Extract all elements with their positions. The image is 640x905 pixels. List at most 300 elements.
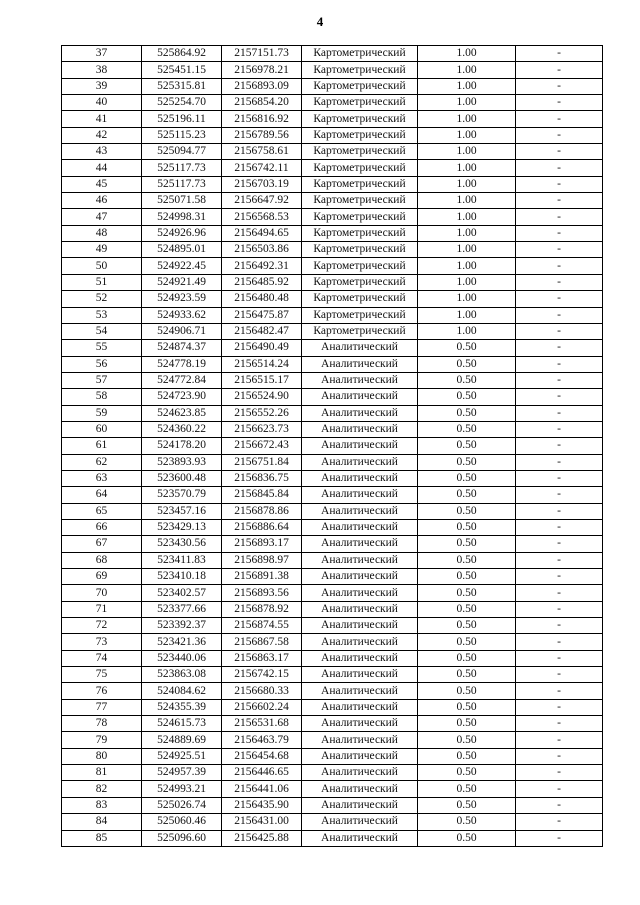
table-row	[62, 650, 603, 666]
accuracy-cell: 1.00	[418, 291, 516, 307]
note-cell: -	[516, 95, 603, 111]
accuracy-cell: 0.50	[418, 748, 516, 764]
point-number-cell: 80	[62, 748, 142, 764]
table-row	[62, 765, 603, 781]
accuracy-cell: 0.50	[418, 814, 516, 830]
point-number-cell: 52	[62, 291, 142, 307]
method-cell: Картометрический	[302, 95, 418, 111]
y-coordinate-cell: 2156891.38	[222, 569, 302, 585]
point-number-cell: 70	[62, 585, 142, 601]
note-cell: -	[516, 618, 603, 634]
table-row	[62, 454, 603, 470]
method-cell: Аналитический	[302, 470, 418, 486]
accuracy-cell: 1.00	[418, 323, 516, 339]
accuracy-cell: 1.00	[418, 46, 516, 62]
note-cell: -	[516, 487, 603, 503]
accuracy-cell: 0.50	[418, 699, 516, 715]
table-row	[62, 274, 603, 290]
x-coordinate-cell: 525094.77	[142, 144, 222, 160]
y-coordinate-cell: 2156854.20	[222, 95, 302, 111]
table-row	[62, 323, 603, 339]
note-cell: -	[516, 716, 603, 732]
y-coordinate-cell: 2156492.31	[222, 258, 302, 274]
x-coordinate-cell: 524895.01	[142, 242, 222, 258]
method-cell: Картометрический	[302, 323, 418, 339]
note-cell: -	[516, 323, 603, 339]
table-row	[62, 405, 603, 421]
x-coordinate-cell: 524925.51	[142, 748, 222, 764]
note-cell: -	[516, 536, 603, 552]
method-cell: Аналитический	[302, 372, 418, 388]
y-coordinate-cell: 2156878.86	[222, 503, 302, 519]
accuracy-cell: 0.50	[418, 781, 516, 797]
table-row	[62, 569, 603, 585]
accuracy-cell: 0.50	[418, 667, 516, 683]
table-row	[62, 242, 603, 258]
point-number-cell: 82	[62, 781, 142, 797]
table-row	[62, 748, 603, 764]
x-coordinate-cell: 524355.39	[142, 699, 222, 715]
accuracy-cell: 0.50	[418, 487, 516, 503]
note-cell: -	[516, 667, 603, 683]
method-cell: Картометрический	[302, 274, 418, 290]
accuracy-cell: 1.00	[418, 176, 516, 192]
note-cell: -	[516, 209, 603, 225]
x-coordinate-cell: 523863.08	[142, 667, 222, 683]
accuracy-cell: 0.50	[418, 683, 516, 699]
y-coordinate-cell: 2156867.58	[222, 634, 302, 650]
accuracy-cell: 0.50	[418, 372, 516, 388]
x-coordinate-cell: 523402.57	[142, 585, 222, 601]
point-number-cell: 78	[62, 716, 142, 732]
x-coordinate-cell: 523570.79	[142, 487, 222, 503]
y-coordinate-cell: 2156816.92	[222, 111, 302, 127]
point-number-cell: 75	[62, 667, 142, 683]
accuracy-cell: 0.50	[418, 716, 516, 732]
point-number-cell: 66	[62, 519, 142, 535]
coordinates-table	[61, 45, 603, 847]
point-number-cell: 40	[62, 95, 142, 111]
table-row	[62, 127, 603, 143]
point-number-cell: 60	[62, 421, 142, 437]
point-number-cell: 51	[62, 274, 142, 290]
accuracy-cell: 0.50	[418, 503, 516, 519]
note-cell: -	[516, 78, 603, 94]
method-cell: Картометрический	[302, 176, 418, 192]
point-number-cell: 53	[62, 307, 142, 323]
y-coordinate-cell: 2156480.48	[222, 291, 302, 307]
page-number: 4	[316, 14, 324, 29]
x-coordinate-cell: 524178.20	[142, 438, 222, 454]
x-coordinate-cell: 523440.06	[142, 650, 222, 666]
accuracy-cell: 0.50	[418, 650, 516, 666]
point-number-cell: 79	[62, 732, 142, 748]
method-cell: Картометрический	[302, 291, 418, 307]
method-cell: Картометрический	[302, 127, 418, 143]
y-coordinate-cell: 2156475.87	[222, 307, 302, 323]
note-cell: -	[516, 830, 603, 846]
table-row	[62, 389, 603, 405]
method-cell: Аналитический	[302, 552, 418, 568]
table-row	[62, 519, 603, 535]
accuracy-cell: 0.50	[418, 601, 516, 617]
point-number-cell: 74	[62, 650, 142, 666]
accuracy-cell: 0.50	[418, 519, 516, 535]
accuracy-cell: 1.00	[418, 193, 516, 209]
method-cell: Картометрический	[302, 242, 418, 258]
note-cell: -	[516, 569, 603, 585]
accuracy-cell: 1.00	[418, 62, 516, 78]
table-row	[62, 634, 603, 650]
x-coordinate-cell: 523411.83	[142, 552, 222, 568]
y-coordinate-cell: 2156886.64	[222, 519, 302, 535]
x-coordinate-cell: 524957.39	[142, 765, 222, 781]
accuracy-cell: 1.00	[418, 274, 516, 290]
point-number-cell: 65	[62, 503, 142, 519]
method-cell: Картометрический	[302, 111, 418, 127]
table-row	[62, 193, 603, 209]
note-cell: -	[516, 601, 603, 617]
note-cell: -	[516, 634, 603, 650]
note-cell: -	[516, 814, 603, 830]
point-number-cell: 43	[62, 144, 142, 160]
point-number-cell: 58	[62, 389, 142, 405]
note-cell: -	[516, 356, 603, 372]
coordinates-table-body	[62, 46, 603, 847]
accuracy-cell: 0.50	[418, 356, 516, 372]
y-coordinate-cell: 2156672.43	[222, 438, 302, 454]
accuracy-cell: 0.50	[418, 732, 516, 748]
method-cell: Картометрический	[302, 225, 418, 241]
table-row	[62, 683, 603, 699]
note-cell: -	[516, 683, 603, 699]
x-coordinate-cell: 525115.23	[142, 127, 222, 143]
table-row	[62, 144, 603, 160]
note-cell: -	[516, 552, 603, 568]
accuracy-cell: 0.50	[418, 552, 516, 568]
note-cell: -	[516, 258, 603, 274]
note-cell: -	[516, 111, 603, 127]
y-coordinate-cell: 2156431.00	[222, 814, 302, 830]
point-number-cell: 61	[62, 438, 142, 454]
y-coordinate-cell: 2156568.53	[222, 209, 302, 225]
accuracy-cell: 0.50	[418, 389, 516, 405]
point-number-cell: 64	[62, 487, 142, 503]
x-coordinate-cell: 524084.62	[142, 683, 222, 699]
note-cell: -	[516, 405, 603, 421]
table-row	[62, 258, 603, 274]
method-cell: Картометрический	[302, 62, 418, 78]
point-number-cell: 81	[62, 765, 142, 781]
point-number-cell: 85	[62, 830, 142, 846]
method-cell: Аналитический	[302, 748, 418, 764]
point-number-cell: 72	[62, 618, 142, 634]
point-number-cell: 57	[62, 372, 142, 388]
x-coordinate-cell: 524874.37	[142, 340, 222, 356]
y-coordinate-cell: 2156531.68	[222, 716, 302, 732]
note-cell: -	[516, 765, 603, 781]
note-cell: -	[516, 732, 603, 748]
method-cell: Картометрический	[302, 307, 418, 323]
method-cell: Аналитический	[302, 340, 418, 356]
x-coordinate-cell: 524723.90	[142, 389, 222, 405]
y-coordinate-cell: 2156454.68	[222, 748, 302, 764]
x-coordinate-cell: 524889.69	[142, 732, 222, 748]
note-cell: -	[516, 781, 603, 797]
table-row	[62, 487, 603, 503]
note-cell: -	[516, 519, 603, 535]
method-cell: Картометрический	[302, 78, 418, 94]
y-coordinate-cell: 2156898.97	[222, 552, 302, 568]
accuracy-cell: 1.00	[418, 127, 516, 143]
x-coordinate-cell: 524998.31	[142, 209, 222, 225]
table-row	[62, 830, 603, 846]
table-row	[62, 470, 603, 486]
table-row	[62, 552, 603, 568]
y-coordinate-cell: 2156482.47	[222, 323, 302, 339]
accuracy-cell: 0.50	[418, 470, 516, 486]
note-cell: -	[516, 274, 603, 290]
point-number-cell: 39	[62, 78, 142, 94]
x-coordinate-cell: 523377.66	[142, 601, 222, 617]
accuracy-cell: 0.50	[418, 765, 516, 781]
method-cell: Картометрический	[302, 193, 418, 209]
x-coordinate-cell: 524933.62	[142, 307, 222, 323]
note-cell: -	[516, 144, 603, 160]
method-cell: Аналитический	[302, 438, 418, 454]
note-cell: -	[516, 46, 603, 62]
table-row	[62, 95, 603, 111]
method-cell: Аналитический	[302, 797, 418, 813]
point-number-cell: 69	[62, 569, 142, 585]
table-row	[62, 291, 603, 307]
method-cell: Картометрический	[302, 46, 418, 62]
accuracy-cell: 1.00	[418, 144, 516, 160]
note-cell: -	[516, 193, 603, 209]
method-cell: Аналитический	[302, 519, 418, 535]
x-coordinate-cell: 523392.37	[142, 618, 222, 634]
y-coordinate-cell: 2156978.21	[222, 62, 302, 78]
table-row	[62, 209, 603, 225]
method-cell: Аналитический	[302, 487, 418, 503]
accuracy-cell: 1.00	[418, 307, 516, 323]
point-number-cell: 59	[62, 405, 142, 421]
x-coordinate-cell: 523421.36	[142, 634, 222, 650]
x-coordinate-cell: 525026.74	[142, 797, 222, 813]
note-cell: -	[516, 797, 603, 813]
accuracy-cell: 1.00	[418, 258, 516, 274]
point-number-cell: 49	[62, 242, 142, 258]
point-number-cell: 63	[62, 470, 142, 486]
point-number-cell: 56	[62, 356, 142, 372]
table-row	[62, 716, 603, 732]
y-coordinate-cell: 2156446.65	[222, 765, 302, 781]
note-cell: -	[516, 127, 603, 143]
method-cell: Аналитический	[302, 699, 418, 715]
method-cell: Аналитический	[302, 830, 418, 846]
method-cell: Аналитический	[302, 618, 418, 634]
table-row	[62, 62, 603, 78]
method-cell: Аналитический	[302, 454, 418, 470]
x-coordinate-cell: 525117.73	[142, 176, 222, 192]
point-number-cell: 37	[62, 46, 142, 62]
point-number-cell: 77	[62, 699, 142, 715]
point-number-cell: 73	[62, 634, 142, 650]
note-cell: -	[516, 389, 603, 405]
method-cell: Аналитический	[302, 421, 418, 437]
point-number-cell: 83	[62, 797, 142, 813]
table-row	[62, 503, 603, 519]
point-number-cell: 67	[62, 536, 142, 552]
y-coordinate-cell: 2156845.84	[222, 487, 302, 503]
point-number-cell: 84	[62, 814, 142, 830]
x-coordinate-cell: 523600.48	[142, 470, 222, 486]
y-coordinate-cell: 2156680.33	[222, 683, 302, 699]
y-coordinate-cell: 2156647.92	[222, 193, 302, 209]
x-coordinate-cell: 525117.73	[142, 160, 222, 176]
method-cell: Аналитический	[302, 389, 418, 405]
point-number-cell: 68	[62, 552, 142, 568]
note-cell: -	[516, 160, 603, 176]
table-row	[62, 667, 603, 683]
point-number-cell: 46	[62, 193, 142, 209]
x-coordinate-cell: 523430.56	[142, 536, 222, 552]
method-cell: Аналитический	[302, 634, 418, 650]
y-coordinate-cell: 2156836.75	[222, 470, 302, 486]
method-cell: Картометрический	[302, 258, 418, 274]
table-row	[62, 814, 603, 830]
table-row	[62, 356, 603, 372]
note-cell: -	[516, 470, 603, 486]
note-cell: -	[516, 225, 603, 241]
point-number-cell: 50	[62, 258, 142, 274]
method-cell: Аналитический	[302, 569, 418, 585]
point-number-cell: 42	[62, 127, 142, 143]
x-coordinate-cell: 523457.16	[142, 503, 222, 519]
accuracy-cell: 0.50	[418, 569, 516, 585]
accuracy-cell: 0.50	[418, 421, 516, 437]
y-coordinate-cell: 2156425.88	[222, 830, 302, 846]
y-coordinate-cell: 2156742.15	[222, 667, 302, 683]
note-cell: -	[516, 340, 603, 356]
method-cell: Картометрический	[302, 160, 418, 176]
y-coordinate-cell: 2156515.17	[222, 372, 302, 388]
x-coordinate-cell: 525315.81	[142, 78, 222, 94]
note-cell: -	[516, 62, 603, 78]
note-cell: -	[516, 699, 603, 715]
table-row	[62, 78, 603, 94]
accuracy-cell: 1.00	[418, 160, 516, 176]
method-cell: Аналитический	[302, 650, 418, 666]
note-cell: -	[516, 438, 603, 454]
note-cell: -	[516, 585, 603, 601]
method-cell: Аналитический	[302, 503, 418, 519]
y-coordinate-cell: 2156441.06	[222, 781, 302, 797]
note-cell: -	[516, 650, 603, 666]
x-coordinate-cell: 525096.60	[142, 830, 222, 846]
point-number-cell: 41	[62, 111, 142, 127]
x-coordinate-cell: 523429.13	[142, 519, 222, 535]
x-coordinate-cell: 525864.92	[142, 46, 222, 62]
method-cell: Аналитический	[302, 716, 418, 732]
x-coordinate-cell: 524921.49	[142, 274, 222, 290]
note-cell: -	[516, 291, 603, 307]
accuracy-cell: 1.00	[418, 78, 516, 94]
point-number-cell: 47	[62, 209, 142, 225]
method-cell: Аналитический	[302, 356, 418, 372]
y-coordinate-cell: 2156863.17	[222, 650, 302, 666]
table-row	[62, 601, 603, 617]
table-row	[62, 111, 603, 127]
y-coordinate-cell: 2156435.90	[222, 797, 302, 813]
method-cell: Аналитический	[302, 585, 418, 601]
accuracy-cell: 0.50	[418, 405, 516, 421]
x-coordinate-cell: 523893.93	[142, 454, 222, 470]
x-coordinate-cell: 524906.71	[142, 323, 222, 339]
table-row	[62, 307, 603, 323]
x-coordinate-cell: 525254.70	[142, 95, 222, 111]
point-number-cell: 38	[62, 62, 142, 78]
y-coordinate-cell: 2156758.61	[222, 144, 302, 160]
x-coordinate-cell: 524615.73	[142, 716, 222, 732]
x-coordinate-cell: 524360.22	[142, 421, 222, 437]
accuracy-cell: 0.50	[418, 454, 516, 470]
x-coordinate-cell: 524772.84	[142, 372, 222, 388]
x-coordinate-cell: 525196.11	[142, 111, 222, 127]
y-coordinate-cell: 2156524.90	[222, 389, 302, 405]
y-coordinate-cell: 2156602.24	[222, 699, 302, 715]
accuracy-cell: 0.50	[418, 830, 516, 846]
note-cell: -	[516, 748, 603, 764]
table-row	[62, 438, 603, 454]
method-cell: Аналитический	[302, 536, 418, 552]
accuracy-cell: 0.50	[418, 618, 516, 634]
method-cell: Аналитический	[302, 732, 418, 748]
table-row	[62, 46, 603, 62]
y-coordinate-cell: 2156494.65	[222, 225, 302, 241]
method-cell: Аналитический	[302, 781, 418, 797]
y-coordinate-cell: 2156503.86	[222, 242, 302, 258]
x-coordinate-cell: 525451.15	[142, 62, 222, 78]
table-row	[62, 618, 603, 634]
table-row	[62, 699, 603, 715]
accuracy-cell: 1.00	[418, 225, 516, 241]
table-row	[62, 585, 603, 601]
x-coordinate-cell: 524778.19	[142, 356, 222, 372]
y-coordinate-cell: 2156514.24	[222, 356, 302, 372]
method-cell: Аналитический	[302, 667, 418, 683]
y-coordinate-cell: 2156878.92	[222, 601, 302, 617]
y-coordinate-cell: 2156552.26	[222, 405, 302, 421]
y-coordinate-cell: 2156742.11	[222, 160, 302, 176]
note-cell: -	[516, 503, 603, 519]
accuracy-cell: 1.00	[418, 242, 516, 258]
accuracy-cell: 1.00	[418, 209, 516, 225]
table-row	[62, 781, 603, 797]
table-row	[62, 160, 603, 176]
x-coordinate-cell: 524923.59	[142, 291, 222, 307]
point-number-cell: 48	[62, 225, 142, 241]
method-cell: Аналитический	[302, 601, 418, 617]
point-number-cell: 44	[62, 160, 142, 176]
x-coordinate-cell: 524922.45	[142, 258, 222, 274]
y-coordinate-cell: 2156893.56	[222, 585, 302, 601]
point-number-cell: 45	[62, 176, 142, 192]
table-row	[62, 536, 603, 552]
accuracy-cell: 1.00	[418, 111, 516, 127]
point-number-cell: 54	[62, 323, 142, 339]
table-row	[62, 421, 603, 437]
